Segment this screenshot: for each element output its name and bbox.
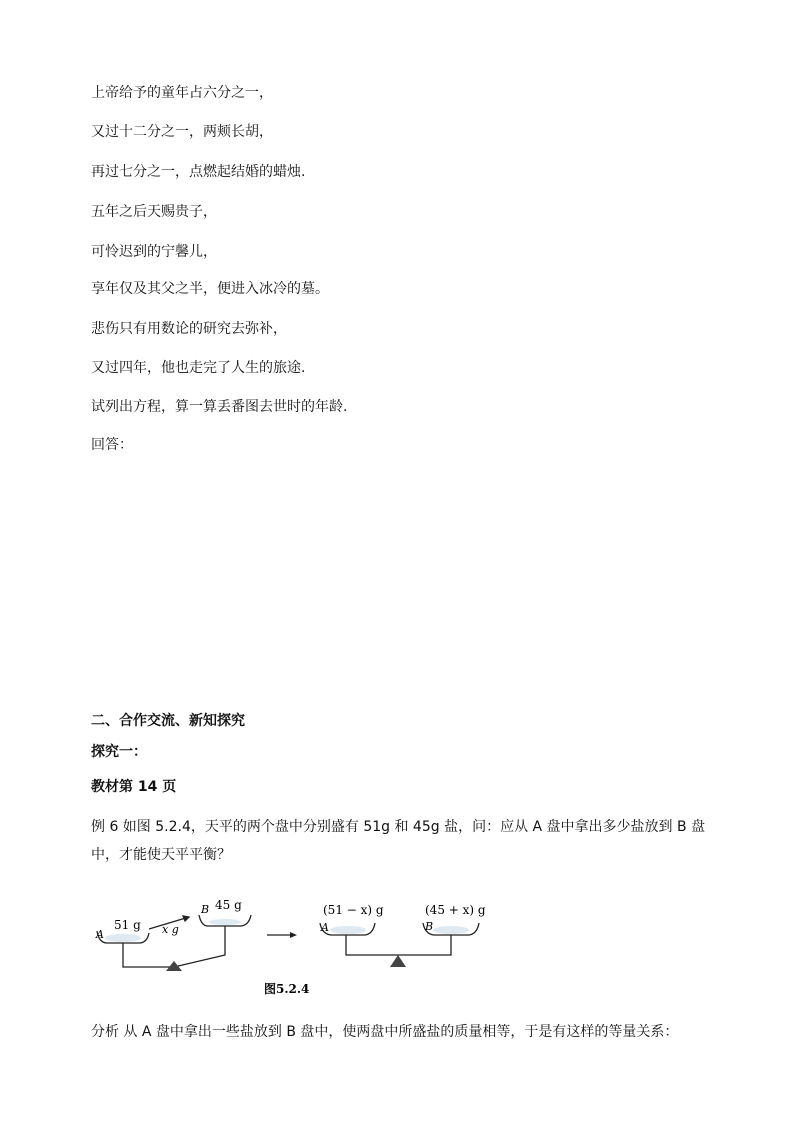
right-pan-b-weight: (45 + x) g <box>425 903 486 917</box>
poem-line-1: 上帝给予的童年占六分之一， <box>91 85 273 101</box>
left-pan-a-weight: 51 g <box>114 918 141 932</box>
answer-label: 回答： <box>91 437 133 453</box>
transfer-label: x g <box>162 923 179 936</box>
arrow-right-head <box>290 932 297 938</box>
question-line: 试列出方程，算一算丢番图去世时的年龄. <box>91 399 348 415</box>
section-title: 二、合作交流、新知探究 <box>91 713 245 729</box>
salt-left-b <box>209 919 241 925</box>
poem-line-6: 享年仅及其父之半，便进入冰冷的墓。 <box>91 281 329 297</box>
left-pan-a-label: A <box>96 928 104 941</box>
poem-line-7: 悲伤只有用数论的研究去弥补， <box>91 321 287 337</box>
explore-title: 探究一： <box>91 744 147 760</box>
example-text: 例 6 如图 5.2.4，天平的两个盘中分别盛有 51g 和 45g 盐，问：应从 A 盘中拿出多少盐放到 B 盘中，才能使天平平衡？ <box>91 819 706 863</box>
right-pan-a-weight: (51 − x) g <box>323 903 384 917</box>
salt-right-a <box>330 926 366 934</box>
fulcrum-right <box>390 955 406 967</box>
right-pan-a-label: A <box>321 921 329 934</box>
balance-figure <box>91 893 491 1003</box>
left-pan-b-weight: 45 g <box>215 898 242 912</box>
poem-line-4: 五年之后天赐贵子， <box>91 204 217 220</box>
analysis-text: 分析 从 A 盘中拿出一些盐放到 B 盘中，使两盘中所盛盐的质量相等，于是有这样的等量关系： <box>91 1024 679 1040</box>
textbook-page: 教材第 14 页 <box>91 779 177 795</box>
salt-right-b <box>433 926 469 934</box>
figure-caption: 图5.2.4 <box>264 982 310 996</box>
poem-line-3: 再过七分之一，点燃起结婚的蜡烛. <box>91 164 306 180</box>
poem-line-8: 又过四年，他也走完了人生的旅途. <box>91 360 306 376</box>
right-pan-b-label: B <box>425 920 434 933</box>
salt-left-a <box>105 934 141 942</box>
poem-line-2: 又过十二分之一，两颊长胡， <box>91 124 273 140</box>
left-pan-b-label: B <box>201 903 210 916</box>
poem-line-5: 可怜迟到的宁馨儿， <box>91 244 217 260</box>
